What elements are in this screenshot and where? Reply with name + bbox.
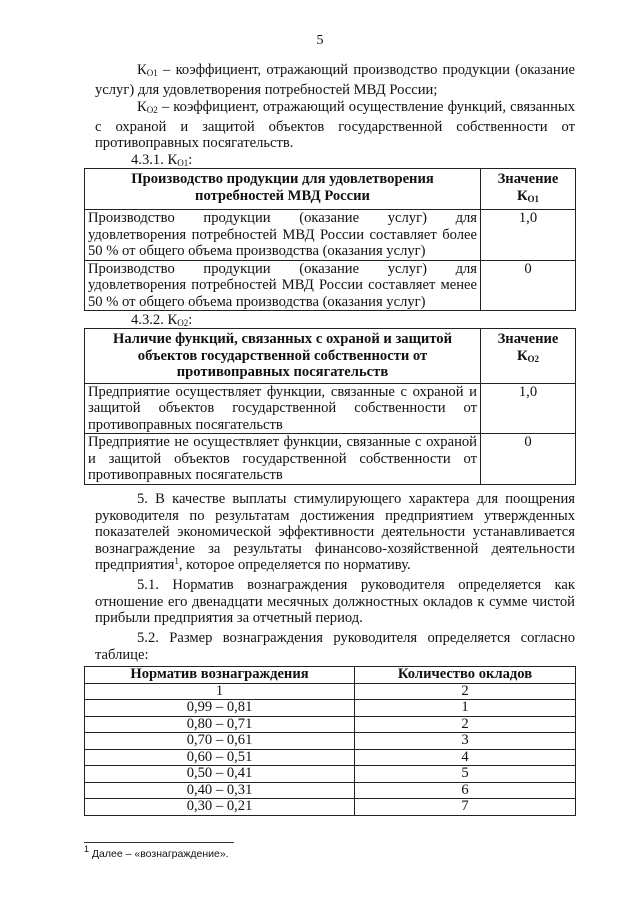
table-cell-count: 3 <box>355 733 576 750</box>
table-row <box>85 260 576 311</box>
table-header-value: Значение $К_{О2}$ <box>481 329 576 384</box>
table-cell-norm: 0,99 – 0,81 <box>85 700 355 717</box>
table-cell-desc: Производство продукции (оказание услуг) для удовлетворения потребностей МВД России составляет менее 50 % от общего объема производства (оказания услуг) <box>85 260 481 311</box>
table-row <box>85 716 576 733</box>
table-header-count: Количество окладов <box>355 667 576 684</box>
paragraph-5-2: 5.2. Размер вознаграждения руководителя определяется согласно таблице: <box>95 630 575 663</box>
table-cell-norm: 0,60 – 0,51 <box>85 749 355 766</box>
section-4-3-1-caption: 4.3.1. $К_{О1}$: <box>131 152 193 168</box>
footnote-divider <box>84 842 234 843</box>
table-cell-count: 5 <box>355 766 576 783</box>
table-cell-norm: 0,40 – 0,31 <box>85 782 355 799</box>
table-cell-value: 0 <box>481 434 576 485</box>
table-row <box>85 683 576 700</box>
footnote: $^1$ Далее – «вознаграждение». <box>84 844 229 860</box>
table-header-row <box>85 667 576 684</box>
table-cell-norm: 1 <box>85 683 355 700</box>
table-row <box>85 749 576 766</box>
table-row <box>85 210 576 261</box>
table-header-desc: Наличие функций, связанных с охраной и защитой объектов государственной собственности от противоправных посягательств <box>85 329 481 384</box>
table-cell-norm: 0,80 – 0,71 <box>85 716 355 733</box>
table-header-value: Значение $К_{О1}$ <box>481 169 576 210</box>
table-cell-count: 2 <box>355 683 576 700</box>
k02-table <box>84 328 576 485</box>
table-row <box>85 700 576 717</box>
table-cell-desc: Предприятие не осуществляет функции, связанные с охраной и защитой объектов государственной собственности от противоправных посягательств <box>85 434 481 485</box>
k01-table <box>84 168 576 311</box>
paragraph-5-1: 5.1. Норматив вознаграждения руководителя определяется как отношение его двенадцати месячных должностных окладов к сумме чистой прибыли предприятия за отчетный период. <box>95 577 575 626</box>
table-cell-desc: Предприятие осуществляет функции, связанные с охраной и защитой объектов государственной собственности от противоправных посягательств <box>85 383 481 434</box>
table-cell-count: 6 <box>355 782 576 799</box>
table-cell-norm: 0,70 – 0,61 <box>85 733 355 750</box>
table-header-desc: Производство продукции для удовлетворения потребностей МВД России <box>85 169 481 210</box>
table-cell-count: 7 <box>355 799 576 816</box>
table-cell-value: 0 <box>481 260 576 311</box>
table-row <box>85 782 576 799</box>
k02-definition: $К_{О2}$ – коэффициент, отражающий осуществление функций, связанных с охраной и защитой объектов государственной собственности от противоправных посягательств. <box>95 99 575 151</box>
table-row <box>85 766 576 783</box>
table-cell-desc: Производство продукции (оказание услуг) для удовлетворения потребностей МВД России составляет более 50 % от общего объема производства (оказания услуг) <box>85 210 481 261</box>
table-header-row <box>85 329 576 384</box>
table-cell-count: 2 <box>355 716 576 733</box>
section-4-3-2-caption: 4.3.2. $К_{О2}$: <box>131 312 193 328</box>
page-number: 5 <box>316 33 324 48</box>
table-header-row <box>85 169 576 210</box>
table-header-norm: Норматив вознаграждения <box>85 667 355 684</box>
k01-definition: $К_{О1}$ – коэффициент, отражающий производство продукции (оказание услуг) для удовлетворения потребностей МВД России; <box>95 62 575 98</box>
table-cell-norm: 0,50 – 0,41 <box>85 766 355 783</box>
table-cell-value: 1,0 <box>481 383 576 434</box>
table-cell-count: 4 <box>355 749 576 766</box>
table-cell-value: 1,0 <box>481 210 576 261</box>
table-row <box>85 799 576 816</box>
paragraph-5: 5. В качестве выплаты стимулирующего характера для поощрения руководителя по результатам достижения предприятием утвержденных показателей экономической эффективности деятельности устанавливается вознаграждение за результаты финансово-хозяйственной деятельности предприятия$^1$, которое определяется по нормативу. <box>95 491 575 573</box>
table-row <box>85 383 576 434</box>
table-cell-norm: 0,30 – 0,21 <box>85 799 355 816</box>
table-row <box>85 434 576 485</box>
reward-table <box>84 666 576 816</box>
table-row <box>85 733 576 750</box>
footnote-reference: 1 <box>174 556 179 566</box>
table-cell-count: 1 <box>355 700 576 717</box>
